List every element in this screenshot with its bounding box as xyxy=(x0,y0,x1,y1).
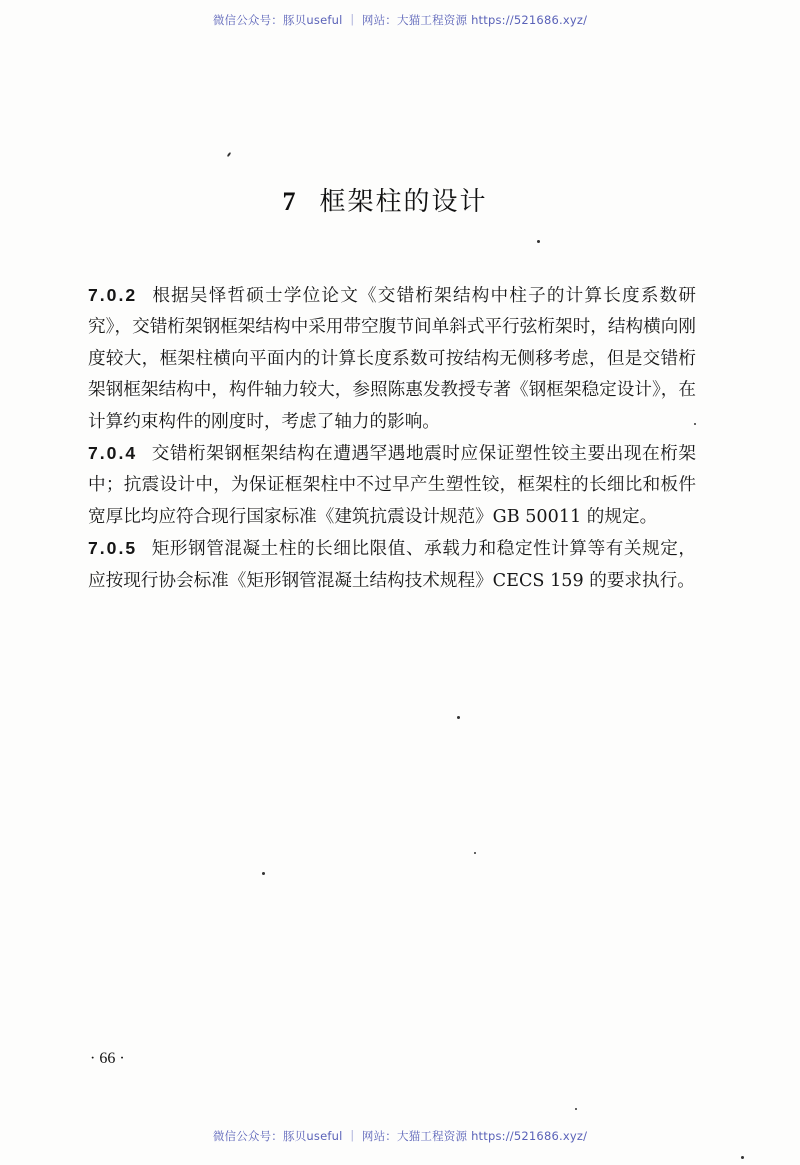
scan-speck xyxy=(474,852,476,854)
chapter-number: 7 xyxy=(282,187,298,216)
clause-7-0-5 xyxy=(88,533,696,597)
watermark-top: 微信公众号：豚贝useful ｜ 网站：大猫工程资源 https://521686.xyz/ xyxy=(212,13,588,27)
chapter-heading xyxy=(0,181,770,218)
clause-number: 7.0.4 xyxy=(88,443,138,464)
chapter-title: 框架柱的设计 xyxy=(319,187,488,217)
scan-speck xyxy=(575,1108,577,1110)
clause-number: 7.0.2 xyxy=(88,285,138,305)
scan-speck xyxy=(741,1156,744,1159)
page-number: · 66 · xyxy=(90,1050,125,1067)
clause-text: 交错桁架钢框架结构在遭遇罕遇地震时应保证塑性铰主要出现在桁架中；抗震设计中，为保证框架柱中不过早产生塑性铰，框架柱的长细比和板件宽厚比均应符合现行国家标准《建筑抗震设计规范》GB 50011 的规定。 xyxy=(88,444,696,527)
scan-speck xyxy=(457,716,460,719)
scan-speck xyxy=(227,152,232,157)
clause-text: 根据吴怿哲硕士学位论文《交错桁架结构中柱子的计算长度系数研究》，交错桁架钢框架结构中采用带空腹节间单斜式平行弦桁架时，结构横向刚度较大，框架柱横向平面内的计算长度系数可按结构无侧移考虑，但是交错桁架钢框架结构中，构件轴力较大，参照陈惠发教授专著《钢框架稳定设计》，在计算约束构件的刚度时，考虑了轴力的影响。 xyxy=(88,286,696,432)
clause-7-0-4 xyxy=(88,438,696,533)
clause-list xyxy=(88,280,696,597)
scan-speck xyxy=(537,240,540,243)
clause-text: 矩形钢管混凝土柱的长细比限值、承载力和稳定性计算等有关规定，应按现行协会标准《矩形钢管混凝土结构技术规程》CECS 159 的要求执行。 xyxy=(88,539,696,591)
clause-number: 7.0.5 xyxy=(88,538,138,559)
scan-speck xyxy=(694,423,696,425)
clause-7-0-2 xyxy=(88,280,696,438)
watermark-bottom: 微信公众号：豚贝useful ｜ 网站：大猫工程资源 https://521686.xyz/ xyxy=(212,1129,588,1143)
scan-speck xyxy=(262,872,265,875)
